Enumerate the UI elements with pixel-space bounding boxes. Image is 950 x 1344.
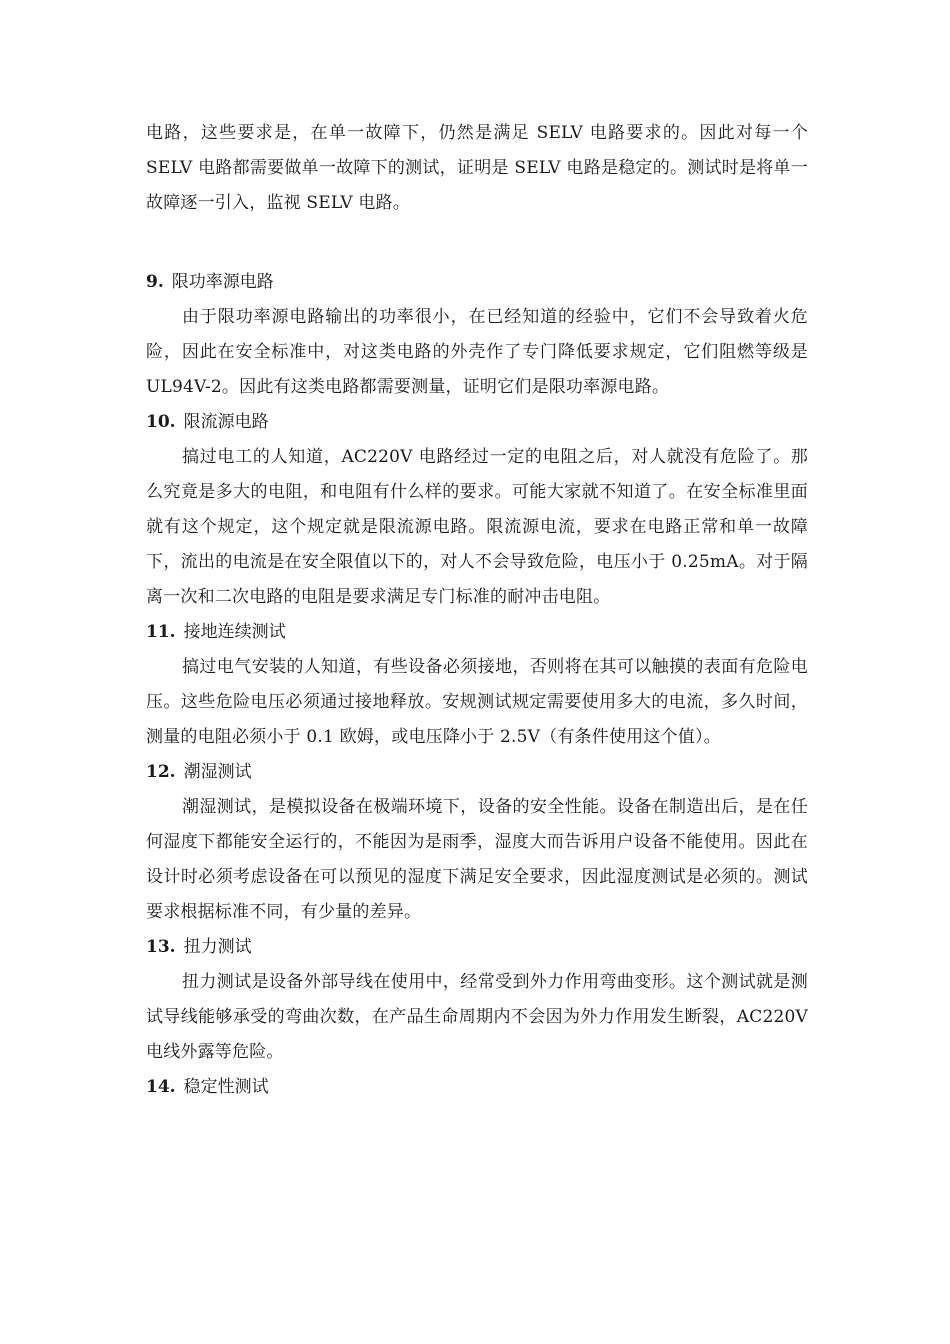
- section-number: 11.: [146, 622, 176, 642]
- section-body-11: 搞过电气安装的人知道，有些设备必须接地，否则将在其可以触摸的表面有危险电压。这些危险电压必须通过接地释放。安规测试规定需要使用多大的电流，多久时间，测量的电阻必须小于 0.1 欧姆，或电压降小于 2.5V（有条件使用这个值）。: [146, 657, 808, 747]
- section-heading-11: [146, 615, 808, 650]
- section-body-10: 搞过电工的人知道，AC220V 电路经过一定的电阻之后，对人就没有危险了。那么究竟是多大的电阻，和电阻有什么样的要求。可能大家就不知道了。在安全标准里面就有这个规定，这个规定就是限流源电路。限流源电流，要求在电路正常和单一故障下，流出的电流是在安全限值以下的，对人不会导致危险，电压小于 0.25mA。对于隔离一次和二次电路的电阻是要求满足专门标准的耐冲击电阻。: [146, 447, 808, 607]
- section-number: 13.: [146, 937, 176, 957]
- section-number: 9.: [146, 272, 164, 292]
- section-number: 14.: [146, 1077, 176, 1097]
- section-heading-12: [146, 755, 808, 790]
- section-title: 限功率源电路: [171, 272, 274, 292]
- intro-paragraph: 电路，这些要求是，在单一故障下，仍然是满足 SELV 电路要求的。因此对每一个 SELV 电路都需要做单一故障下的测试，证明是 SELV 电路是稳定的。测试时是将单一故障逐一引入，监视 SELV 电路。: [146, 123, 808, 213]
- section-heading-14: [146, 1070, 808, 1105]
- section-title: 扭力测试: [183, 937, 252, 957]
- section-body-12: 潮湿测试，是模拟设备在极端环境下，设备的安全性能。设备在制造出后，是在任何湿度下都能安全运行的，不能因为是雨季，湿度大而告诉用户设备不能使用。因此在设计时必须考虑设备在可以预见的湿度下满足安全要求，因此湿度测试是必须的。测试要求根据标准不同，有少量的差异。: [146, 797, 808, 922]
- section-title: 潮湿测试: [183, 762, 252, 782]
- section-gap: [146, 221, 808, 265]
- section-title: 接地连续测试: [183, 622, 286, 642]
- section-body-13: 扭力测试是设备外部导线在使用中，经常受到外力作用弯曲变形。这个测试就是测试导线能够承受的弯曲次数，在产品生命周期内不会因为外力作用发生断裂，AC220V 电线外露等危险。: [146, 972, 808, 1062]
- section-heading-9: [146, 265, 808, 300]
- section-heading-10: [146, 405, 808, 440]
- section-title: 稳定性测试: [183, 1077, 269, 1097]
- section-number: 12.: [146, 762, 176, 782]
- section-title: 限流源电路: [183, 412, 269, 432]
- section-body-9: 由于限功率源电路输出的功率很小，在已经知道的经验中，它们不会导致着火危险，因此在安全标准中，对这类电路的外壳作了专门降低要求规定，它们阻燃等级是 UL94V-2。因此有这类电路都需要测量，证明它们是限功率源电路。: [146, 307, 808, 397]
- section-heading-13: [146, 930, 808, 965]
- section-number: 10.: [146, 412, 176, 432]
- page-content: [146, 116, 808, 1105]
